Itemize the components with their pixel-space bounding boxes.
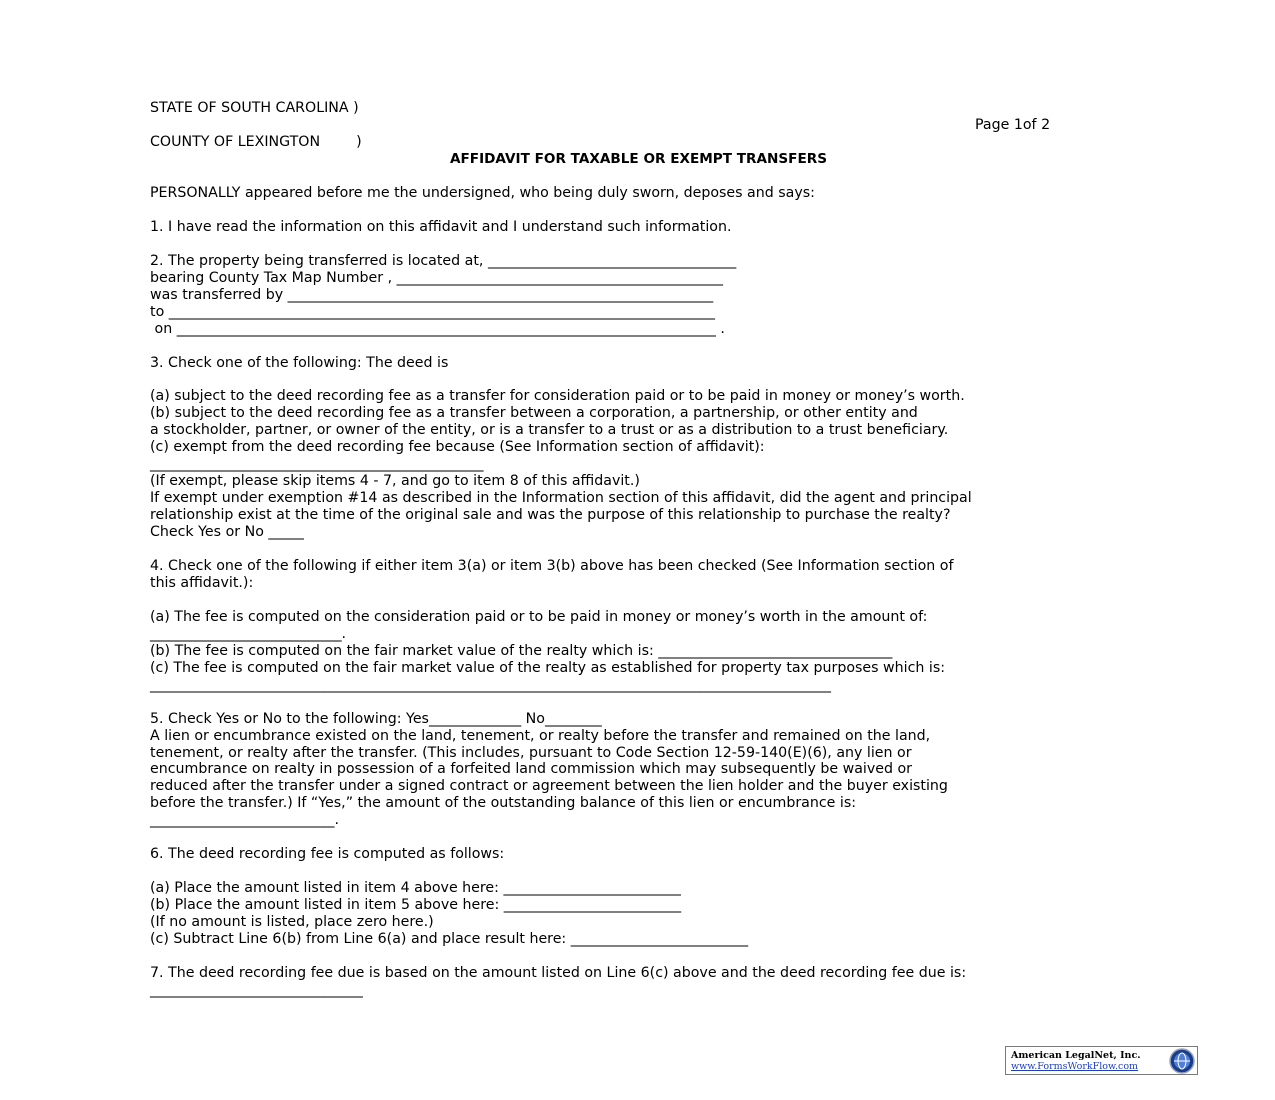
- item-2-location-line: 2. The property being transferred is located at, ___________________________________: [150, 253, 737, 269]
- item-4a-line: (a) The fee is computed on the consideration paid or to be paid in money or money’s worth in the amount of:: [150, 609, 928, 625]
- item-3b-line: (b) subject to the deed recording fee as a transfer between a corporation, a partnership, or other entity and: [150, 405, 918, 421]
- item-1-line: 1. I have read the information on this affidavit and I understand such information.: [150, 219, 732, 235]
- item-5-text-1: A lien or encumbrance existed on the land, tenement, or realty before the transfer and remained on the land,: [150, 728, 931, 744]
- item-3c-blank: _______________________________________________: [150, 456, 484, 472]
- item-5-blank: __________________________.: [150, 812, 339, 828]
- item-6b-note: (If no amount is listed, place zero here.): [150, 914, 434, 930]
- globe-icon: [1169, 1048, 1195, 1074]
- document-title: AFFIDAVIT FOR TAXABLE OR EXEMPT TRANSFERS: [450, 151, 827, 167]
- item-3a-line: (a) subject to the deed recording fee as a transfer for consideration paid or to be paid in money or money’s worth.: [150, 388, 965, 404]
- item-6b-line: (b) Place the amount listed in item 5 above here: _________________________: [150, 897, 682, 913]
- item-4-heading-cont: this affidavit.):: [150, 575, 254, 591]
- item-5-text-3: encumbrance on realty in possession of a forfeited land commission which may subsequently be waived or: [150, 761, 912, 777]
- item-6c-line: (c) Subtract Line 6(b) from Line 6(a) and place result here: _________________________: [150, 931, 749, 947]
- item-5-text-5: before the transfer.) If “Yes,” the amount of the outstanding balance of this lien or encumbrance is:: [150, 795, 856, 811]
- item-2-transferred-by-line: was transferred by ____________________________________________________________: [150, 287, 714, 303]
- logo-url-link[interactable]: www.FormsWorkFlow.com: [1011, 1061, 1139, 1072]
- logo-company-name: American LegalNet, Inc.: [1011, 1050, 1141, 1061]
- item-3c-line: (c) exempt from the deed recording fee because (See Information section of affidavit):: [150, 439, 765, 455]
- item-5-text-2: tenement, or realty after the transfer. (This includes, pursuant to Code Section 12-59-140(E)(6), any lien or: [150, 745, 912, 761]
- item-2-to-line: to _____________________________________________________________________________: [150, 304, 715, 320]
- item-7-line: 7. The deed recording fee due is based on the amount listed on Line 6(c) above and the deed recording fee due is:: [150, 965, 967, 981]
- item-4b-line: (b) The fee is computed on the fair market value of the realty which is: _________________________________: [150, 643, 893, 659]
- item-2-taxmap-line: bearing County Tax Map Number , ______________________________________________: [150, 270, 723, 286]
- item-3-exemption-14-line-cont: relationship exist at the time of the original sale and was the purpose of this relationship to purchase the realty?: [150, 507, 951, 523]
- item-5-text-4: reduced after the transfer under a signed contract or agreement between the lien holder and the buyer existing: [150, 778, 948, 794]
- county-line: COUNTY OF LEXINGTON ): [150, 134, 362, 150]
- item-4-heading: 4. Check one of the following if either item 3(a) or item 3(b) above has been checked (See Information section of: [150, 558, 954, 574]
- page-number: Page 1of 2: [975, 117, 1051, 133]
- item-4c-blank: ________________________________________________________________________________________________: [150, 677, 831, 693]
- item-7-blank: ______________________________: [150, 982, 363, 998]
- american-legalnet-logo: [1005, 1046, 1198, 1075]
- item-5-heading: 5. Check Yes or No to the following: Yes_____________ No________: [150, 711, 602, 727]
- item-3-yes-no-line: Check Yes or No _____: [150, 524, 304, 540]
- item-3b-line-cont: a stockholder, partner, or owner of the entity, or is a transfer to a trust or as a distribution to a trust beneficiary.: [150, 422, 949, 438]
- item-3-heading: 3. Check one of the following: The deed is: [150, 355, 449, 371]
- item-6a-line: (a) Place the amount listed in item 4 above here: _________________________: [150, 880, 681, 896]
- state-line: STATE OF SOUTH CAROLINA ): [150, 100, 359, 116]
- item-3-skip-note: (If exempt, please skip items 4 - 7, and go to item 8 of this affidavit.): [150, 473, 640, 489]
- item-6-heading: 6. The deed recording fee is computed as follows:: [150, 846, 505, 862]
- intro-line: PERSONALLY appeared before me the undersigned, who being duly sworn, deposes and says:: [150, 185, 815, 201]
- item-4a-blank: ___________________________.: [150, 626, 347, 642]
- item-4c-line: (c) The fee is computed on the fair market value of the realty as established for property tax purposes which is:: [150, 660, 945, 676]
- item-3-exemption-14-line: If exempt under exemption #14 as described in the Information section of this affidavit, did the agent and principal: [150, 490, 972, 506]
- item-2-on-line: on ____________________________________________________________________________ .: [150, 321, 725, 337]
